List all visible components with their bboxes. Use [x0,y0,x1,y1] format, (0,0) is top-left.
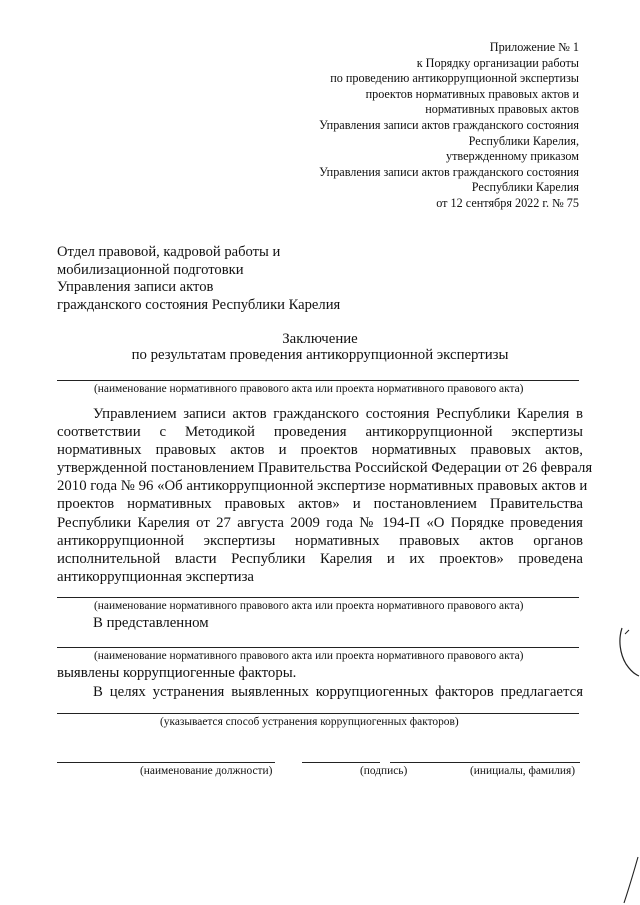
department-line: мобилизационной подготовки [57,261,244,278]
paragraph-line: нормативных правовых актов и проектов нормативных правовых актов, [57,442,583,459]
paragraph-line: антикоррупционная экспертиза [57,568,254,585]
factors-found-text: выявлены коррупциогенные факторы. [57,665,297,681]
document-title: Заключение [282,331,358,347]
appendix-line: Управления записи актов гражданского состояния [319,117,579,132]
appendix-line: Республики Карелия [471,180,579,195]
paragraph-line: соответствии с Методикой проведения антикоррупционной экспертизы [57,424,583,441]
appendix-line: Республики Карелия, [468,133,579,148]
appendix-line: Управления записи актов гражданского состояния [319,164,579,179]
appendix-line: Приложение № 1 [489,40,579,54]
department-line: Отдел правовой, кадровой работы и [57,244,281,260]
act-name-line-2 [57,597,579,598]
position-line [57,762,275,763]
initials-line [390,762,580,763]
in-presented-text: В представленном [93,615,209,631]
margin-pen-stroke-icon [618,855,640,905]
paragraph-line: утвержденной постановлением Правительства Российской Федерации от 26 февраля [57,460,593,477]
document-subtitle: по результатам проведения антикоррупционной экспертизы [131,347,509,363]
appendix-line: нормативных правовых актов [425,102,579,117]
appendix-line: утвержденному приказом [446,149,579,164]
main-paragraph [57,405,593,586]
paragraph-line: исполнительной власти Республики Карелия и их проектов» проведена [57,550,583,567]
appendix-line: проектов нормативных правовых актов и [365,86,579,101]
initials-caption: (инициалы, фамилия) [470,765,576,777]
department-line: гражданского состояния Республики Карелия [57,296,341,313]
paragraph-line: проектов нормативных правовых актов» и постановлением Правительства [57,496,583,513]
signature-caption: (подпись) [360,765,408,777]
act-name-caption-3: (наименование нормативного правового акта или проекта нормативного правового акта) [94,650,524,662]
department-line: Управления записи актов [57,279,214,296]
act-name-caption-2: (наименование нормативного правового акта или проекта нормативного правового акта) [94,600,524,612]
appendix-line: по проведению антикоррупционной экспертизы [330,71,579,86]
margin-pen-mark-icon [612,620,640,690]
appendix-line: к Порядку организации работы [416,55,579,70]
paragraph-line: Управлением записи актов гражданского состояния Республики Карелия в [93,406,583,422]
elimination-line [57,713,579,714]
act-name-caption-1: (наименование нормативного правового акта или проекта нормативного правового акта) [94,383,524,395]
appendix-line: от 12 сентября 2022 г. № 75 [436,195,579,210]
paragraph-line: 2010 года № 96 «Об антикоррупционной экспертизе нормативных правовых актов и [57,478,588,495]
position-caption: (наименование должности) [140,765,273,777]
elimination-caption: (указывается способ устранения коррупциогенных факторов) [160,716,459,728]
paragraph-line: Республики Карелия от 27 августа 2009 года № 194-П «О Порядке проведения [57,514,583,531]
department-block [57,244,340,314]
paragraph-line: антикоррупционной экспертизы нормативных правовых актов органов [57,532,583,549]
signature-line [302,762,380,763]
appendix-header [249,40,579,212]
act-name-line-3 [57,647,579,648]
eliminate-text: В целях устранения выявленных коррупциогенных факторов предлагается [93,684,583,700]
act-name-line-1 [57,380,579,381]
